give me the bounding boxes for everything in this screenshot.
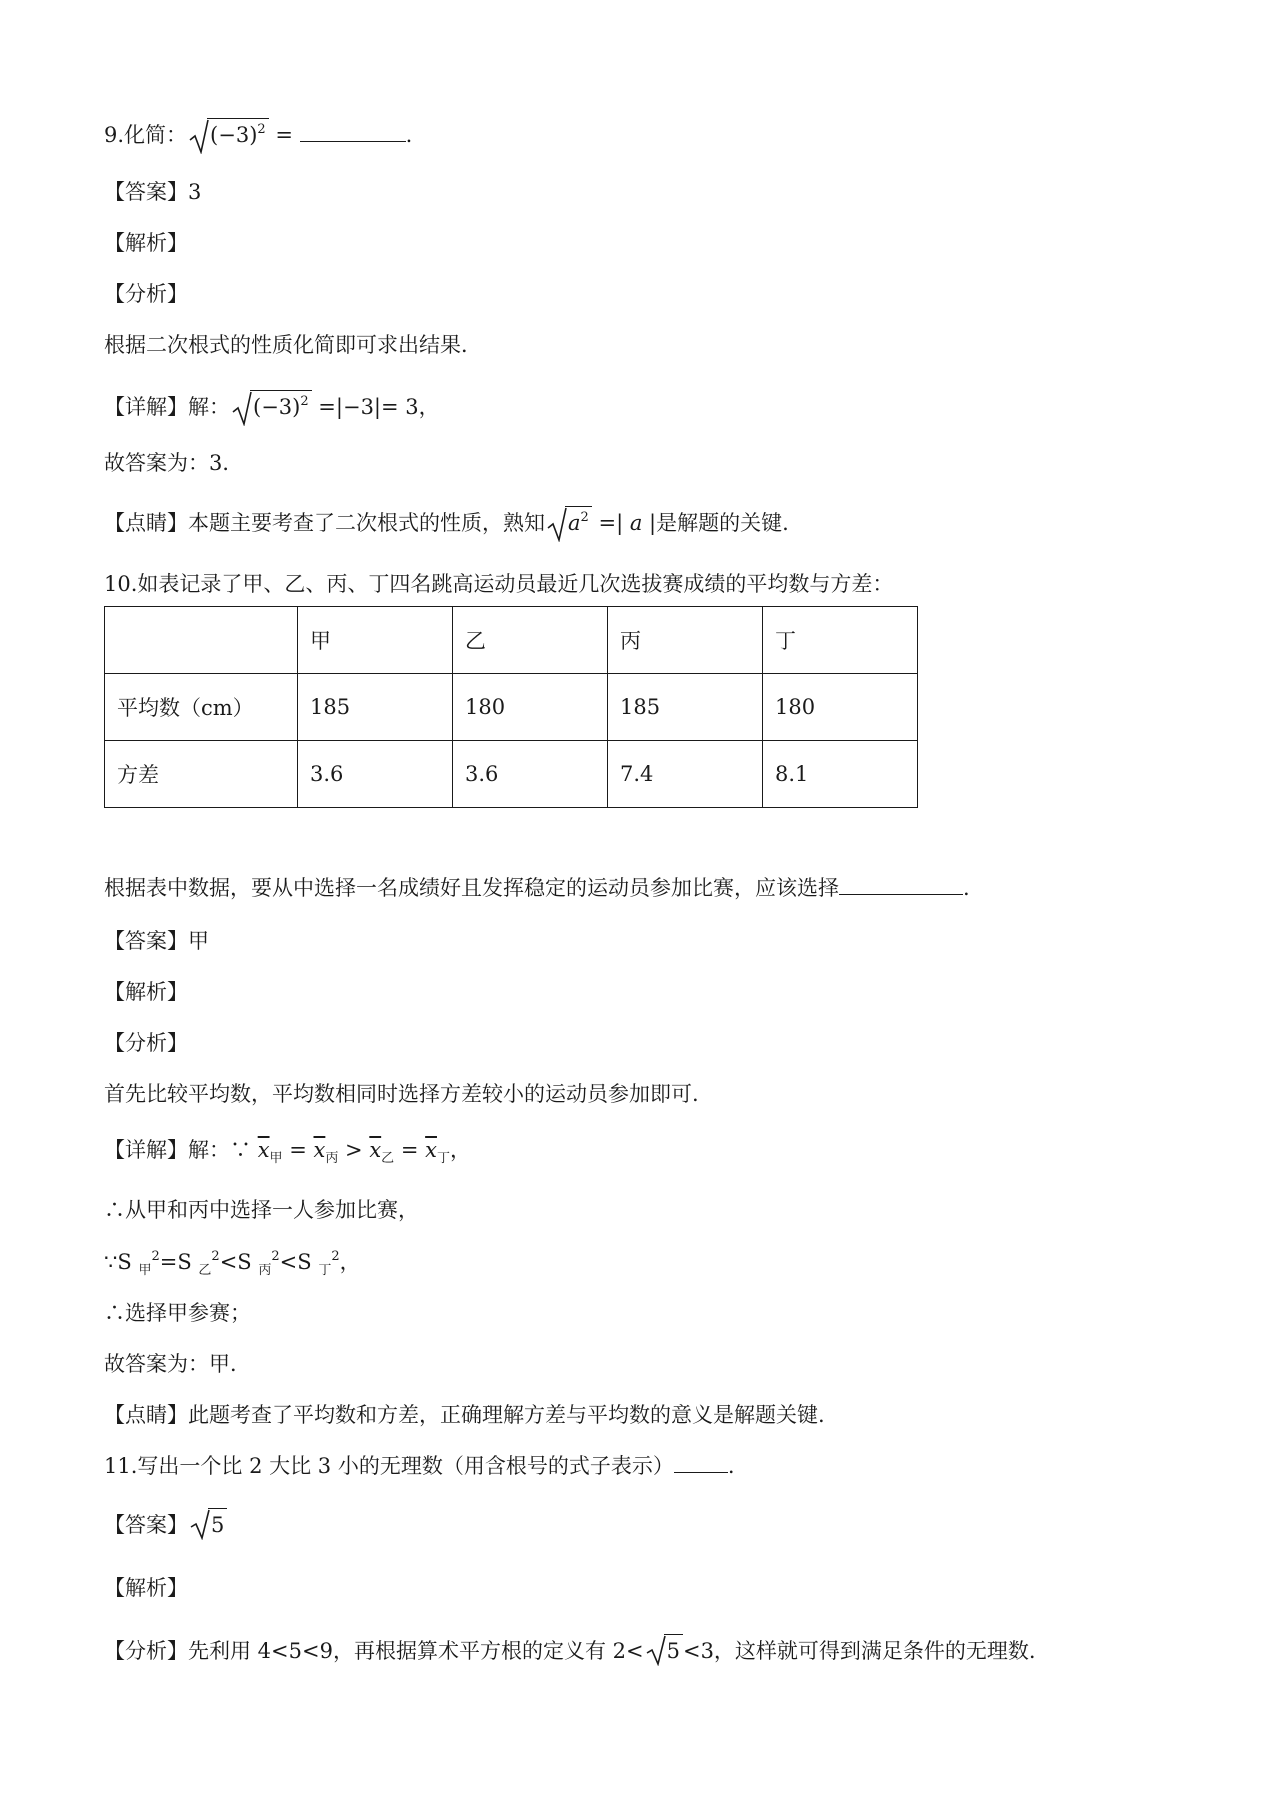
q10-answer-blank <box>839 893 963 895</box>
eq-sign: = <box>394 1138 426 1162</box>
q11-stem-text: 11.写出一个比 2 大比 3 小的无理数（用含根号的式子表示） <box>104 1454 674 1478</box>
q10-step2: ∴从甲和丙中选择一人参加比赛， <box>104 1198 419 1222</box>
table-cell: 3.6 <box>453 741 608 808</box>
table-header-row <box>105 607 918 674</box>
table-cell: 180 <box>453 674 608 741</box>
radical-sign-icon <box>646 1634 666 1666</box>
q9-detail-tail: =|−3|= 3， <box>311 395 440 419</box>
table-header-cell: 丙 <box>608 607 763 674</box>
q11-fenxi-part1: 【分析】先利用 4<5<9，再根据算术平方根的定义有 2< <box>104 1639 644 1663</box>
answer-label: 【答案】 <box>104 929 188 953</box>
sub-ding: 丁 <box>318 1263 332 1278</box>
table-row <box>105 741 918 808</box>
q11-fenxi-radicand: 5 <box>664 1634 683 1665</box>
q9-fenxi-label: 【分析】 <box>104 282 188 306</box>
table-cell: 方差 <box>105 741 298 808</box>
q11-answer-blank <box>674 1471 728 1473</box>
table-cell: 185 <box>298 674 453 741</box>
sq: 2 <box>271 1249 280 1264</box>
q10-answer <box>104 927 209 955</box>
table-cell: 3.6 <box>298 741 453 808</box>
table-header-cell: 甲 <box>298 607 453 674</box>
sub-jia: 甲 <box>269 1151 283 1166</box>
q9-stem-prefix: 9.化简： <box>104 123 188 147</box>
table-header-cell: 乙 <box>453 607 608 674</box>
q10-detail <box>104 1136 471 1164</box>
q9-dianjing-radicand: a <box>568 511 581 535</box>
sub-ding: 丁 <box>436 1151 450 1166</box>
q11-jiexi-label: 【解析】 <box>104 1576 188 1600</box>
table-cell: 平均数（cm） <box>105 674 298 741</box>
s-bing-s: <S <box>219 1250 259 1274</box>
q9-answer-blank <box>300 140 406 142</box>
q10-stem: 10.如表记录了甲、乙、丙、丁四名跳高运动员最近几次选拔赛成绩的平均数与方差： <box>104 572 894 596</box>
q11-fenxi-part2: <3，这样就可得到满足条件的无理数. <box>682 1639 1036 1663</box>
dianjing-label: 【点睛】本题主要考查了二次根式的性质，熟知 <box>104 511 545 535</box>
s-yi-s: =S <box>159 1250 199 1274</box>
q11-fenxi-sqrt <box>646 1634 683 1665</box>
comma: ， <box>449 1138 471 1162</box>
xbar-yi: $\overline{x}$ <box>369 1138 382 1162</box>
q10-step4: ∴选择甲参赛； <box>104 1301 251 1325</box>
q10-jiexi-label: 【解析】 <box>104 980 188 1004</box>
radical-sign-icon <box>189 118 209 154</box>
q10-question-text: 根据表中数据，要从中选择一名成绩好且发挥稳定的运动员参加比赛，应该选择 <box>104 876 839 900</box>
table-header-cell <box>105 607 298 674</box>
radical-sign-icon <box>232 390 252 426</box>
q9-dianjing-sqrt <box>547 506 592 537</box>
sub-bing: 丙 <box>325 1151 339 1166</box>
q9-dianjing-tail: 是解题的关键. <box>656 511 789 535</box>
table-cell: 7.4 <box>608 741 763 808</box>
q10-analysis: 首先比较平均数，平均数相同时选择方差较小的运动员参加即可. <box>104 1082 699 1106</box>
q9-dianjing <box>104 506 789 537</box>
q9-jiexi-label: 【解析】 <box>104 231 188 255</box>
detail-label: 【详解】解：∵ <box>104 1138 258 1162</box>
answer-label: 【答案】 <box>104 180 188 204</box>
q9-equals: = <box>268 123 300 147</box>
sq: 2 <box>331 1249 340 1264</box>
q9-answer-value: 3 <box>188 180 202 204</box>
table-cell: 185 <box>608 674 763 741</box>
xbar-jia: $\overline{x}$ <box>257 1138 270 1162</box>
comma: ， <box>339 1250 361 1274</box>
table-cell: 8.1 <box>763 741 918 808</box>
q11-stem <box>104 1452 735 1480</box>
q11-answer-radicand: 5 <box>208 1508 227 1539</box>
q9-dianjing-abs: =| a | <box>591 511 657 535</box>
q10-question <box>104 874 970 902</box>
q9-stem <box>104 118 412 149</box>
table-cell: 180 <box>763 674 918 741</box>
q10-answer-value: 甲 <box>188 929 209 953</box>
q10-data-table <box>104 606 918 808</box>
detail-label: 【详解】解： <box>104 395 230 419</box>
eq-sign: = <box>282 1138 314 1162</box>
q10-fenxi-label: 【分析】 <box>104 1031 188 1055</box>
q9-detail <box>104 390 440 421</box>
s-jia-s: ∵S <box>104 1250 139 1274</box>
q10-dianjing: 【点睛】此题考查了平均数和方差，正确理解方差与平均数的意义是解题关键. <box>104 1403 825 1427</box>
q10-conclusion: 故答案为：甲． <box>104 1352 251 1376</box>
gt-sign: > <box>338 1138 370 1162</box>
answer-label: 【答案】 <box>104 1513 188 1537</box>
xbar-ding: $\overline{x}$ <box>425 1138 437 1162</box>
q11-fenxi <box>104 1634 1036 1665</box>
q9-exponent: 2 <box>257 122 266 137</box>
q9-radicand: (−3) <box>210 123 258 147</box>
q9-analysis: 根据二次根式的性质化简即可求出结果． <box>104 333 482 357</box>
q11-answer-sqrt <box>190 1508 227 1539</box>
radical-sign-icon <box>547 506 567 542</box>
q11-answer <box>104 1508 227 1539</box>
sub-jia: 甲 <box>138 1263 152 1278</box>
sub-yi: 乙 <box>381 1151 395 1166</box>
table-header-cell: 丁 <box>763 607 918 674</box>
sq: 2 <box>211 1249 220 1264</box>
q9-answer <box>104 178 201 206</box>
q11-period: . <box>727 1454 735 1478</box>
q9-detail-exponent: 2 <box>300 394 309 409</box>
q10-step3 <box>104 1248 361 1276</box>
sq: 2 <box>151 1249 160 1264</box>
q9-period: . <box>405 123 413 147</box>
q9-sqrt-expression <box>189 118 269 149</box>
table-row <box>105 674 918 741</box>
radical-sign-icon <box>190 1508 210 1540</box>
s-ding-s: <S <box>279 1250 319 1274</box>
xbar-bing: $\overline{x}$ <box>313 1138 326 1162</box>
q9-detail-radicand: (−3) <box>253 395 301 419</box>
q9-detail-sqrt <box>232 390 312 421</box>
q9-conclusion: 故答案为：3． <box>104 451 244 475</box>
sub-yi: 乙 <box>198 1263 212 1278</box>
sub-bing: 丙 <box>258 1263 272 1278</box>
q10-period: . <box>963 876 970 900</box>
q9-dianjing-exponent: 2 <box>580 510 589 525</box>
